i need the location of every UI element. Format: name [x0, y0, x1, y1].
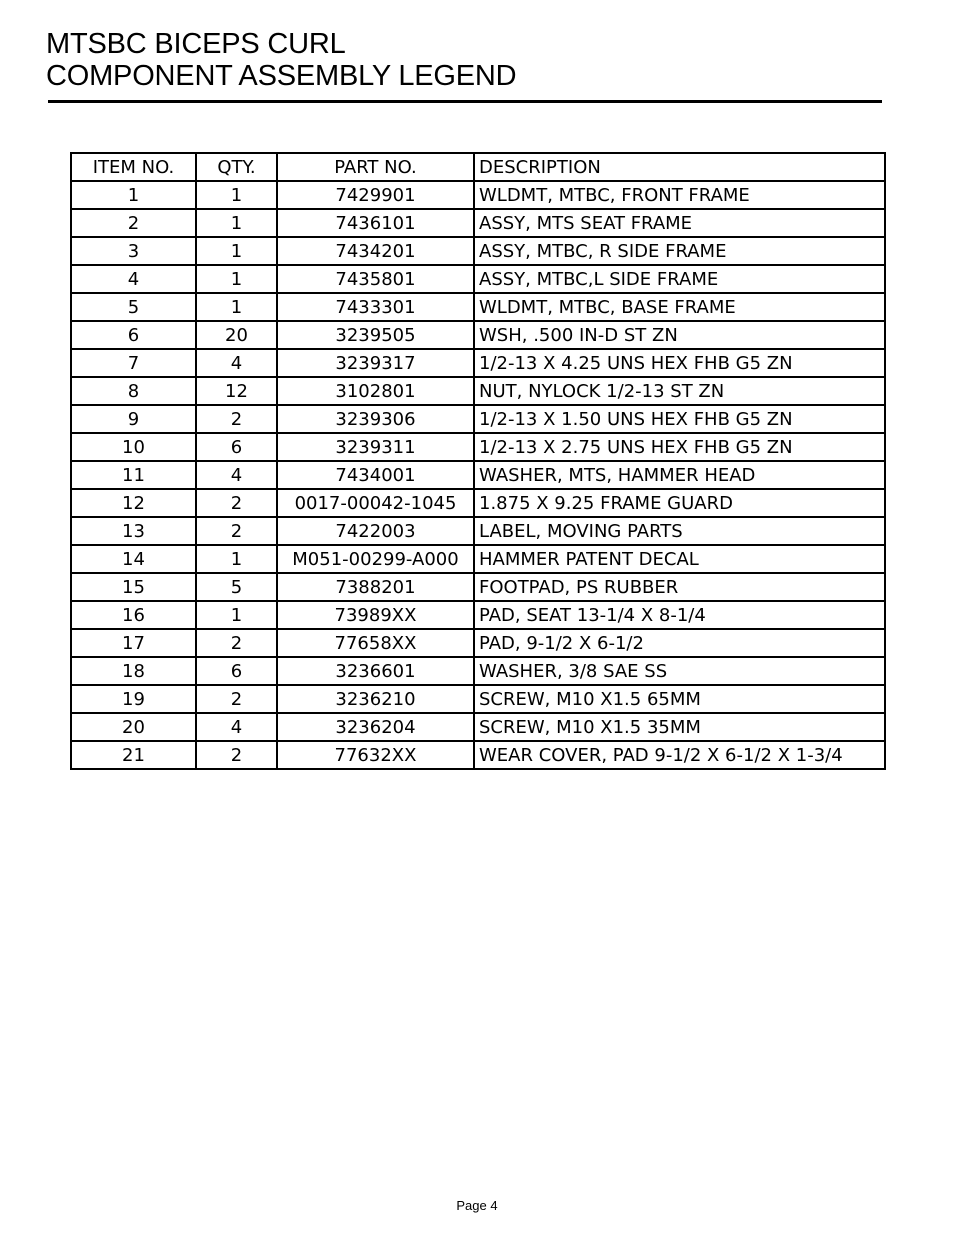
cell-part-no: 3239317 [277, 349, 474, 377]
cell-part-no: 7434001 [277, 461, 474, 489]
cell-qty: 4 [196, 713, 277, 741]
cell-description: PAD, 9-1/2 X 6-1/2 [474, 629, 885, 657]
table-row [71, 713, 885, 741]
table-body [71, 181, 885, 769]
cell-item-no: 15 [71, 573, 196, 601]
cell-part-no: 7433301 [277, 293, 474, 321]
table-row [71, 545, 885, 573]
cell-description: SCREW, M10 X1.5 65MM [474, 685, 885, 713]
header-item-no: ITEM NO. [71, 153, 196, 181]
cell-part-no: 7429901 [277, 181, 474, 209]
table-row [71, 209, 885, 237]
cell-item-no: 9 [71, 405, 196, 433]
table-row [71, 685, 885, 713]
header-part-no: PART NO. [277, 153, 474, 181]
header-description: DESCRIPTION [474, 153, 885, 181]
cell-part-no: 3236210 [277, 685, 474, 713]
cell-part-no: 73989XX [277, 601, 474, 629]
cell-qty: 5 [196, 573, 277, 601]
cell-item-no: 8 [71, 377, 196, 405]
cell-qty: 2 [196, 517, 277, 545]
cell-item-no: 17 [71, 629, 196, 657]
table-row [71, 265, 885, 293]
cell-qty: 12 [196, 377, 277, 405]
cell-qty: 1 [196, 293, 277, 321]
cell-item-no: 18 [71, 657, 196, 685]
title-line-1: MTSBC BICEPS CURL [46, 28, 346, 60]
cell-qty: 1 [196, 265, 277, 293]
cell-part-no: 3239306 [277, 405, 474, 433]
cell-qty: 6 [196, 657, 277, 685]
cell-item-no: 6 [71, 321, 196, 349]
table-row [71, 377, 885, 405]
table-row [71, 517, 885, 545]
cell-part-no: 3239505 [277, 321, 474, 349]
cell-description: WLDMT, MTBC, FRONT FRAME [474, 181, 885, 209]
cell-part-no: 0017-00042-1045 [277, 489, 474, 517]
cell-item-no: 1 [71, 181, 196, 209]
cell-description: 1.875 X 9.25 FRAME GUARD [474, 489, 885, 517]
title-line-2: COMPONENT ASSEMBLY LEGEND [46, 60, 517, 92]
cell-part-no: 7436101 [277, 209, 474, 237]
table-row [71, 489, 885, 517]
cell-item-no: 3 [71, 237, 196, 265]
cell-part-no: 7434201 [277, 237, 474, 265]
cell-description: ASSY, MTS SEAT FRAME [474, 209, 885, 237]
cell-qty: 6 [196, 433, 277, 461]
cell-qty: 2 [196, 405, 277, 433]
table-row [71, 321, 885, 349]
cell-description: 1/2-13 X 2.75 UNS HEX FHB G5 ZN [474, 433, 885, 461]
cell-item-no: 7 [71, 349, 196, 377]
table-row [71, 405, 885, 433]
cell-qty: 2 [196, 629, 277, 657]
cell-item-no: 4 [71, 265, 196, 293]
cell-qty: 2 [196, 685, 277, 713]
assembly-legend-table [70, 152, 886, 770]
cell-qty: 1 [196, 545, 277, 573]
table-row [71, 601, 885, 629]
cell-item-no: 19 [71, 685, 196, 713]
cell-qty: 4 [196, 461, 277, 489]
cell-item-no: 14 [71, 545, 196, 573]
cell-description: WASHER, MTS, HAMMER HEAD [474, 461, 885, 489]
cell-item-no: 13 [71, 517, 196, 545]
table-row [71, 629, 885, 657]
cell-qty: 1 [196, 209, 277, 237]
cell-description: 1/2-13 X 1.50 UNS HEX FHB G5 ZN [474, 405, 885, 433]
table-row [71, 461, 885, 489]
cell-part-no: 77658XX [277, 629, 474, 657]
cell-qty: 4 [196, 349, 277, 377]
cell-item-no: 16 [71, 601, 196, 629]
cell-description: FOOTPAD, PS RUBBER [474, 573, 885, 601]
table-row [71, 433, 885, 461]
cell-description: 1/2-13 X 4.25 UNS HEX FHB G5 ZN [474, 349, 885, 377]
table-row [71, 349, 885, 377]
page-title [46, 28, 516, 92]
title-divider [48, 100, 882, 103]
table-row [71, 181, 885, 209]
cell-qty: 20 [196, 321, 277, 349]
header-qty: QTY. [196, 153, 277, 181]
cell-part-no: 77632XX [277, 741, 474, 769]
cell-part-no: 7388201 [277, 573, 474, 601]
cell-description: SCREW, M10 X1.5 35MM [474, 713, 885, 741]
table-row [71, 657, 885, 685]
cell-qty: 1 [196, 181, 277, 209]
cell-item-no: 12 [71, 489, 196, 517]
cell-qty: 2 [196, 489, 277, 517]
cell-description: ASSY, MTBC, R SIDE FRAME [474, 237, 885, 265]
cell-description: WASHER, 3/8 SAE SS [474, 657, 885, 685]
cell-description: NUT, NYLOCK 1/2-13 ST ZN [474, 377, 885, 405]
table-row [71, 237, 885, 265]
cell-part-no: 3236601 [277, 657, 474, 685]
cell-qty: 2 [196, 741, 277, 769]
table-row [71, 573, 885, 601]
table-header-row [71, 153, 885, 181]
cell-item-no: 11 [71, 461, 196, 489]
cell-part-no: 7422003 [277, 517, 474, 545]
cell-description: WLDMT, MTBC, BASE FRAME [474, 293, 885, 321]
cell-item-no: 10 [71, 433, 196, 461]
cell-item-no: 21 [71, 741, 196, 769]
cell-part-no: 3239311 [277, 433, 474, 461]
cell-description: WSH, .500 IN-D ST ZN [474, 321, 885, 349]
cell-qty: 1 [196, 601, 277, 629]
cell-description: ASSY, MTBC,L SIDE FRAME [474, 265, 885, 293]
table-row [71, 741, 885, 769]
cell-description: LABEL, MOVING PARTS [474, 517, 885, 545]
cell-qty: 1 [196, 237, 277, 265]
cell-item-no: 2 [71, 209, 196, 237]
cell-description: WEAR COVER, PAD 9-1/2 X 6-1/2 X 1-3/4 [474, 741, 885, 769]
cell-item-no: 5 [71, 293, 196, 321]
cell-part-no: M051-00299-A000 [277, 545, 474, 573]
cell-description: HAMMER PATENT DECAL [474, 545, 885, 573]
page-number: Page 4 [456, 1198, 498, 1213]
cell-item-no: 20 [71, 713, 196, 741]
cell-part-no: 7435801 [277, 265, 474, 293]
table-row [71, 293, 885, 321]
cell-part-no: 3236204 [277, 713, 474, 741]
cell-description: PAD, SEAT 13-1/4 X 8-1/4 [474, 601, 885, 629]
cell-part-no: 3102801 [277, 377, 474, 405]
